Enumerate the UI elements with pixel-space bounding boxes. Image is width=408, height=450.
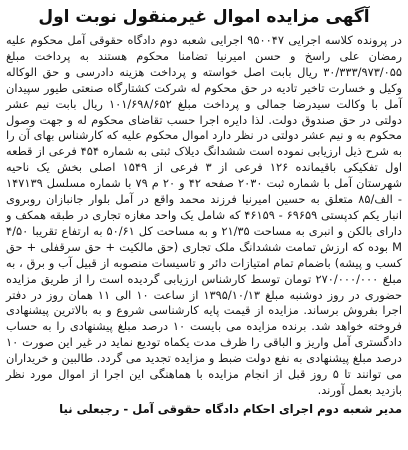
notice-signature: مدیر شعبه دوم اجرای احکام دادگاه حقوقی آمل - رجبعلی نیا	[59, 401, 402, 416]
notice-body: در پرونده کلاسه اجرایی ۹۵۰۰۴۷ اجرایی شعبه دوم دادگاه حقوقی آمل محکوم علیه رمضان علی راسخ و حسن امیرنیا تضامنا محکوم هستند به پرداخت مبلغ ۳۰/۳۳۳/۹۷۳/۰۵۵ ریال بابت اصل خواسته و پرداخت هزینه دادرسی و حق الوکاله وکیل و خسارت تاخیر تادیه در حق محکوم له شرکت کشتارگاه صنعتی طیور سپیدان آمل با وکالت سیدرضا جمالی و پرداخت مبلغ ۱۰۱/۶۹۸/۶۵۲ ریال بابت نیم عشر دولتی در حق صندوق دولت. لذا دایره اجرا حسب تقاضای محکوم له و جهت وصول محکوم به و نیم عشر دولتی در نظر دارد اموال محکوم علیه که کارشناس بهای آن را به شرح ذیل ارزیابی نموده است ششدانگ دیلاک ثبتی به شماره ۴۵۴ فرعی از قطعه اول تفکیکی باقیمانده ۱۲۶ فرعی از ۳ فرعی از ۱۵۴۹ اصلی بخش یک ناحیه شهرستان آمل با شماره ثبت ۲۰۳۰ صفحه ۴۲ و ۲۰ م ۷۹ با شماره مسلسل ۱۴۷۱۳۹ - الف/۸۵ متعلق به حسین امیرنیا فرزند محمد واقع در آمل بلوار جانبازان روبروی انبار یکم کدپستی ۶۹۶۵۹ - ۴۶۱۵۹ که شامل یک واحد مغازه تجاری در طبقه همکف و دارای بالکن و انبری به مساحت ۲۱/۳۵ و به مساحت کل ۵۰/۶۱ به ارتفاع تقریبا ۴/۵۰ M بوده که ارزش تمامت ششدانگ ملک تجاری (حق مالکیت + حق سرقفلی + حق کسب و پیشه) باضمام تمام امتیازات دائر و تاسیسات منصوبه از قبیل آب و برق ، به مبلغ ۲۷۰/۰۰۰/۰۰۰ تومان توسط کارشناس ارزیابی گردیده است را از طریق مزایده حضوری در روز دوشنبه مبلغ ۱۳۹۵/۱۰/۱۳ از ساعت ۱۰ الی ۱۱ همان روز در دفتر اجرا بفروش برساند. مزایده از قیمت پایه کارشناسی شروع و به بالاترین پیشنهادی فروخته خواهد شد. برنده مزایده می بایست ۱۰ درصد مبلغ پیشنهادی را به حساب دادگستری آمل واریز و الباقی را ظرف مدت یکماه تودیع نماید در غیر این صورت ۱۰ درصد مبلغ پیشنهادی به نفع دولت ضبط و مزایده تجدید می گردد. طالبین و خریداران می توانند تا ۵ روز قبل از انجام مزایده با هماهنگی این اجرا از اموال مورد نظر بازدید بعمل آورند.	[6, 33, 403, 397]
notice-title: آگهی مزایده اموال غیرمنقول نوبت اول	[38, 7, 370, 27]
